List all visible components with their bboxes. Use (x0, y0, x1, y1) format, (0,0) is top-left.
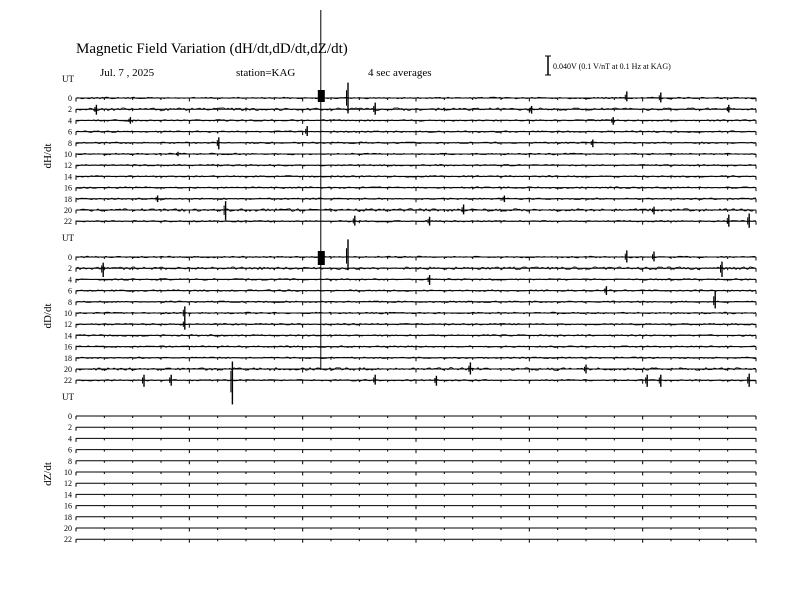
hour-label: 12 (64, 161, 72, 171)
hour-label: 8 (68, 138, 72, 148)
hour-label: 4 (68, 275, 72, 285)
hour-label: 16 (64, 183, 72, 193)
hour-label: 14 (64, 172, 72, 182)
hour-label: 16 (64, 501, 72, 511)
ut-label: UT (62, 392, 74, 402)
panel-axis-label: dD/dt (42, 303, 54, 329)
panel-dz-dt (42, 392, 756, 544)
panels (42, 10, 756, 544)
hour-label: 18 (64, 194, 72, 204)
hour-label: 12 (64, 479, 72, 489)
hour-label: 6 (68, 286, 72, 296)
hour-label: 18 (64, 353, 72, 363)
scale-bar-label: 0.040V (0.1 V/nT at 0.1 Hz at KAG) (553, 62, 671, 71)
hour-label: 12 (64, 320, 72, 330)
hour-label: 16 (64, 342, 72, 352)
hour-label: 2 (68, 264, 72, 274)
hour-label: 0 (68, 253, 72, 262)
hour-label: 20 (64, 206, 72, 215)
hour-label: 0 (68, 94, 72, 103)
ut-label: UT (62, 233, 74, 243)
hour-label: 6 (68, 127, 72, 137)
averaging-label: 4 sec averages (368, 67, 432, 79)
hour-label: 10 (64, 309, 72, 318)
hour-label: 22 (64, 535, 72, 545)
panel-axis-label: dZ/dt (42, 462, 54, 486)
hour-label: 2 (68, 105, 72, 115)
hour-label: 8 (68, 456, 72, 466)
hour-label: 20 (64, 524, 72, 533)
hour-label: 18 (64, 512, 72, 522)
hour-label: 20 (64, 365, 72, 374)
hour-label: 14 (64, 490, 72, 500)
hour-label: 10 (64, 150, 72, 159)
ssc-blob (318, 251, 325, 265)
hour-label: 0 (68, 412, 72, 421)
ut-label: UT (62, 74, 74, 84)
hour-label: 10 (64, 468, 72, 477)
chart-title: Magnetic Field Variation (dH/dt,dD/dt,dZ/dt) (76, 41, 348, 57)
hour-label: 22 (64, 217, 72, 227)
date-label: Jul. 7 , 2025 (100, 67, 155, 79)
station-label: station=KAG (236, 67, 296, 79)
hour-label: 6 (68, 445, 72, 455)
hour-label: 2 (68, 423, 72, 433)
hour-label: 4 (68, 116, 72, 126)
hour-label: 22 (64, 376, 72, 386)
panel-axis-label: dH/dt (42, 143, 54, 169)
hour-label: 14 (64, 331, 72, 341)
scale-bar (545, 56, 671, 75)
hour-label: 8 (68, 297, 72, 307)
ssc-blob (318, 90, 325, 102)
panel-dd-dt (42, 233, 756, 404)
hour-label: 4 (68, 434, 72, 444)
